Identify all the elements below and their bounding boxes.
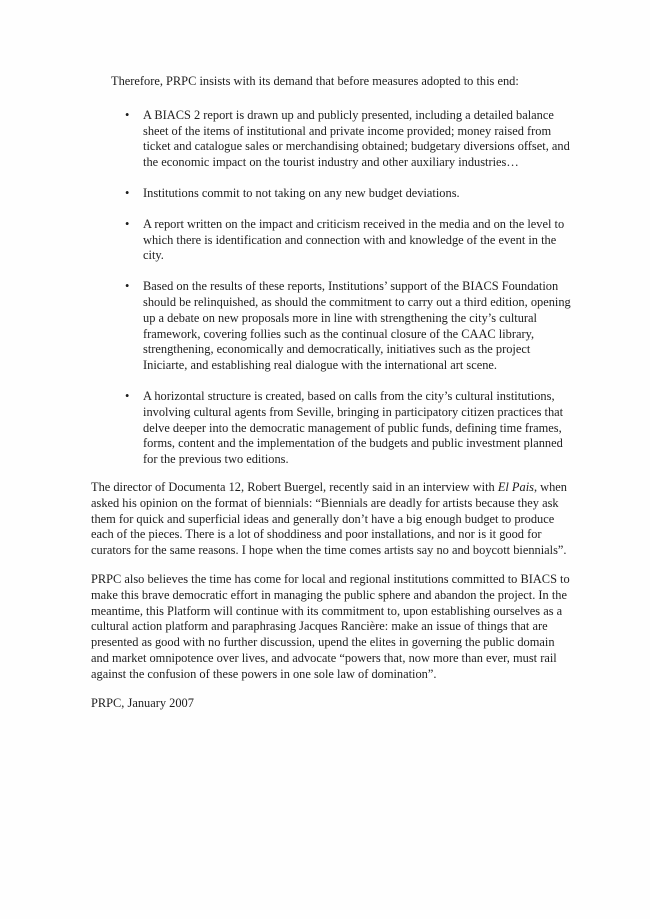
bullet-marker: •	[125, 279, 130, 294]
bullet-marker: •	[125, 107, 130, 122]
bullet-marker: •	[125, 388, 130, 403]
bullet-item	[91, 279, 573, 374]
bullet-text-horizontal-structure: A horizontal structure is created, based on calls from the city’s cultural institutions, involving cultural agents from Seville, bringing in participatory citizen practices that delve deeper into the democratic management of public funds, defining time frames, forms, content and the implementation of the budgets and public investment planned for the previous two editions.	[143, 388, 564, 467]
signature-line: PRPC, January 2007	[91, 695, 194, 710]
paragraph-director-quote: The director of Documenta 12, Robert Buergel, recently said in an interview with El Pais, when asked his opinion on the format of biennials: “Biennials are deadly for artists because they ask them for quick and superficial ideas and generally don’t have a big enough budget to produce each of the pieces. There is a lot of shoddiness and poor installations, and nor is it good for curators for the same reasons. I hope when the time comes artists say no and boycott biennials”.	[91, 479, 568, 558]
bullet-item	[91, 108, 573, 171]
bullet-text-budget-deviations: Institutions commit to not taking on any new budget deviations.	[143, 185, 460, 200]
bullet-item	[91, 186, 573, 202]
bullet-item	[91, 389, 573, 468]
bullet-text-foundation-support: Based on the results of these reports, Institutions’ support of the BIACS Foundation should be relinquished, as should the commitment to carry out a third edition, opening up a debate on new proposals more in line with strengthening the city’s cultural framework, covering follies such as the continual closure of the CAAC library, strengthening, economically and democratically, initiatives such as the project Iniciarte, and establishing real dialogue with the international art scene.	[143, 279, 571, 373]
bullet-text-media-report: A report written on the impact and criticism received in the media and on the level to which there is identification and connection with and knowledge of the event in the city.	[143, 216, 565, 263]
intro-paragraph: Therefore, PRPC insists with its demand that before measures adopted to this end:	[111, 74, 519, 88]
bullet-text-biacs-report: A BIACS 2 report is drawn up and publicly presented, including a detailed balance sheet of the items of institutional and private income provided; money raised from ticket and catalogue sales or merchandising obtained; budgetary diversions offset, and the economic impact on the tourist industry and other auxiliary industries…	[143, 107, 570, 170]
bullet-marker: •	[125, 185, 130, 200]
paragraph-prpc-commitment: PRPC also believes the time has come for local and regional institutions committed to BIACS to make this brave democratic effort in managing the public sphere and abandon the project. In the meantime, this Platform will continue with its commitment to, upon establishing ourselves as a cultural action platform and paraphrasing Jacques Rancière: make an issue of things that are presented as good with no further discussion, upend the elites in governing the public domain and market omnipotence over lives, and advocate “powers that, now more than ever, must rail against the confusion of these powers in one sole law of domination”.	[91, 571, 570, 681]
document-content	[91, 74, 573, 711]
bullet-item	[91, 217, 573, 264]
bullet-marker: •	[125, 216, 130, 231]
